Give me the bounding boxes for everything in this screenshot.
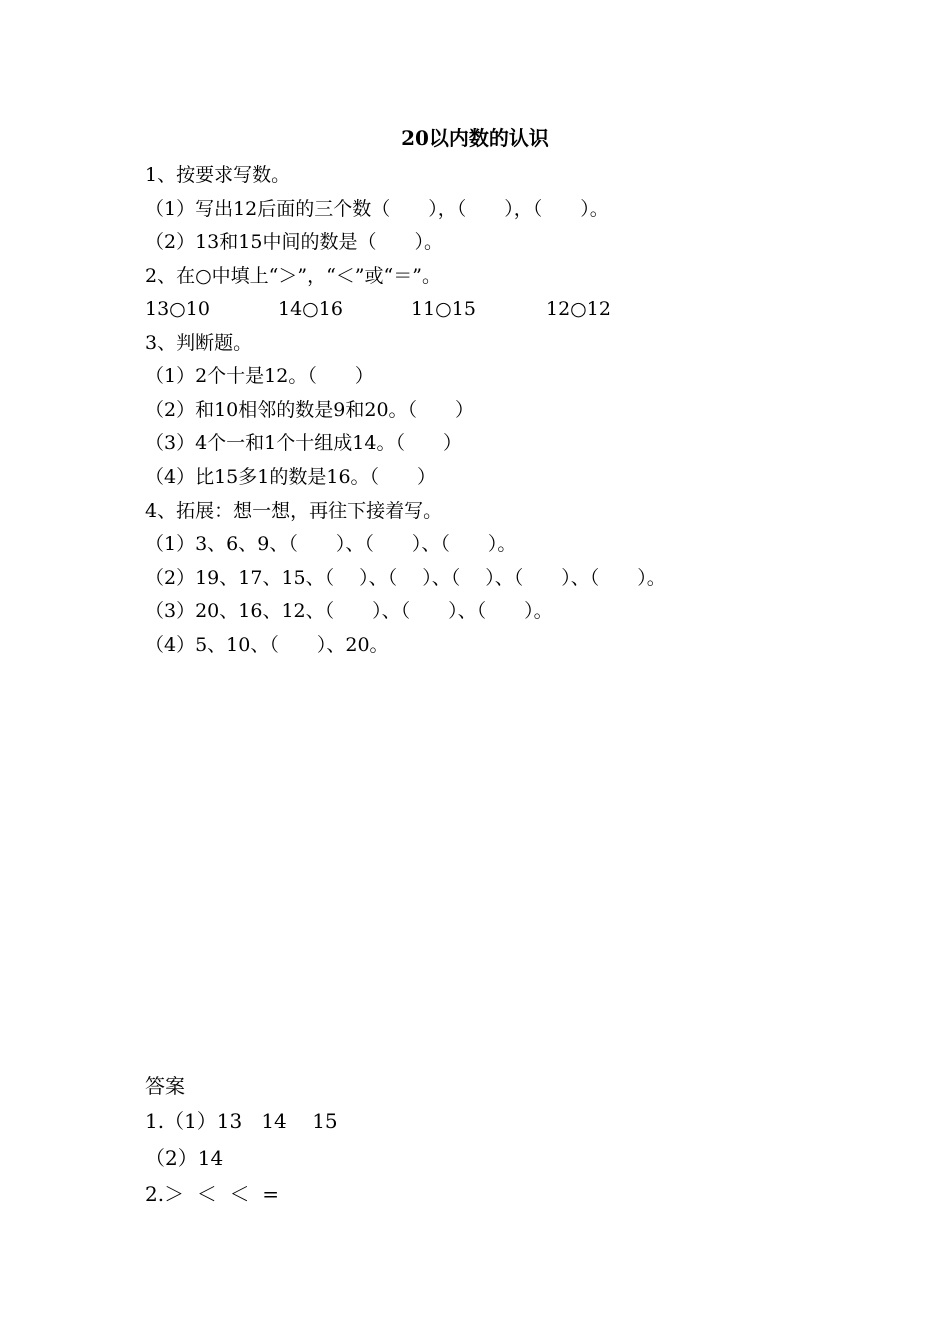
comparison-item: 11○15 (411, 298, 476, 320)
question-3-heading: 3、判断题。 (145, 332, 253, 354)
question-3-item-1: （1）2个十是12。（ ） (145, 365, 374, 387)
question-4-item-3: （3）20、16、12、（ ）、（ ）、（ ）。 (145, 600, 553, 622)
answer-line-3: 2.＞ ＜ ＜ = (145, 1182, 279, 1206)
question-3-item-4: （4）比15多1的数是16。（ ） (145, 466, 437, 488)
comparison-item: 14○16 (278, 298, 343, 320)
comparison-item: 13○10 (145, 298, 210, 320)
question-1-item-2: （2）13和15中间的数是（ ）。 (145, 231, 443, 253)
answers-heading: 答案 (145, 1074, 185, 1098)
question-3-item-2: （2）和10相邻的数是9和20。（ ） (145, 399, 475, 421)
question-4-heading: 4、拓展：想一想，再往下接着写。 (145, 500, 443, 522)
question-1-heading: 1、按要求写数。 (145, 164, 291, 186)
comparison-row (145, 296, 745, 322)
worksheet-title: 20以内数的认识 (401, 126, 549, 150)
answer-line-2: （2）14 (145, 1146, 224, 1170)
question-1-item-1: （1）写出12后面的三个数（ ），（ ），（ ）。 (145, 198, 609, 220)
question-2-heading: 2、在○中填上“＞”，“＜”或“＝”。 (145, 265, 441, 287)
comparison-item: 12○12 (546, 298, 611, 320)
question-4-item-4: （4）5、10、（ ）、20。 (145, 634, 389, 656)
question-4-item-1: （1）3、6、9、（ ）、（ ）、（ ）。 (145, 533, 517, 555)
question-3-item-3: （3）4个一和1个十组成14。（ ） (145, 432, 462, 454)
question-4-item-2: （2）19、17、15、（ ）、（ ）、（ ）、（ ）、（ ）。 (145, 567, 666, 589)
answer-line-1: 1.（1）13 14 15 (145, 1109, 338, 1133)
